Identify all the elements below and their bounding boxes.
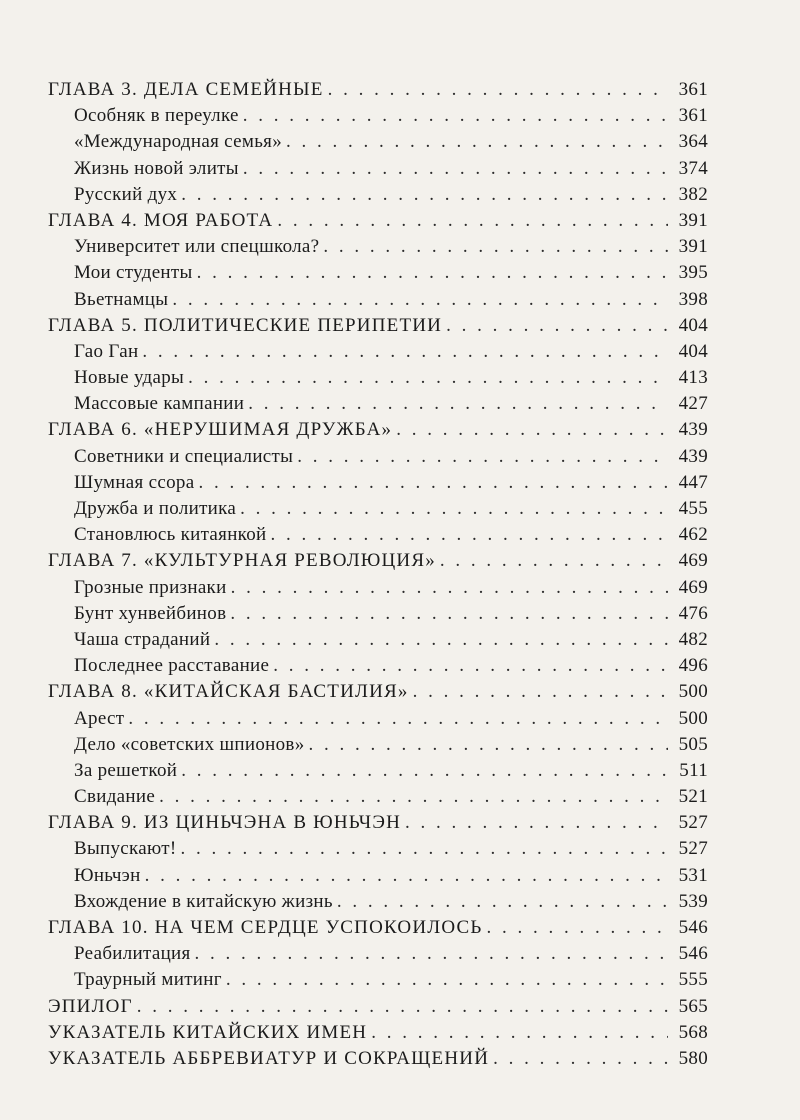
dot-leader <box>446 313 668 339</box>
dot-leader <box>323 234 668 260</box>
dot-leader <box>128 706 668 732</box>
dot-leader <box>198 470 668 496</box>
dot-leader <box>172 287 668 313</box>
toc-section-entry <box>0 732 800 758</box>
dot-leader <box>271 522 668 548</box>
entry-title: «Международная семья» <box>74 131 283 153</box>
dot-leader <box>243 103 668 129</box>
toc-chapter-entry <box>0 548 800 574</box>
page-number: 427 <box>678 393 708 415</box>
entry-title: Чаша страданий <box>74 628 211 650</box>
dot-leader <box>487 915 669 941</box>
page-number: 568 <box>678 1021 708 1043</box>
toc-section-entry <box>0 706 800 732</box>
page-number: 500 <box>678 707 708 729</box>
dot-leader <box>440 548 668 574</box>
toc-section-entry <box>0 365 800 391</box>
page-number: 539 <box>678 890 708 912</box>
toc-section-entry <box>0 470 800 496</box>
toc-section-entry <box>0 129 800 155</box>
dot-leader <box>337 889 668 915</box>
entry-title: Советники и специалисты <box>74 445 294 467</box>
page-number: 361 <box>678 79 708 100</box>
page-number: 439 <box>678 419 708 441</box>
dot-leader <box>142 339 668 365</box>
dot-leader <box>226 967 668 993</box>
dot-leader <box>405 810 668 836</box>
page-number: 391 <box>678 209 708 231</box>
entry-title: Вхождение в китайскую жизнь <box>74 890 333 912</box>
toc-section-entry <box>0 287 800 313</box>
dot-leader <box>328 77 668 103</box>
toc-section-entry <box>0 863 800 889</box>
dot-leader <box>195 941 668 967</box>
page-number: 546 <box>678 943 708 965</box>
toc-section-entry <box>0 653 800 679</box>
toc-section-entry <box>0 836 800 862</box>
page-number: 391 <box>678 236 708 258</box>
dot-leader <box>214 627 668 653</box>
dot-leader <box>243 156 668 182</box>
dot-leader <box>231 575 668 601</box>
dot-leader <box>277 208 668 234</box>
toc-chapter-entry <box>0 417 800 443</box>
entry-title: ГЛАВА 3. ДЕЛА СЕМЕЙНЫЕ <box>48 79 324 100</box>
dot-leader <box>309 732 668 758</box>
toc-section-entry <box>0 260 800 286</box>
entry-title: ГЛАВА 7. «КУЛЬТУРНАЯ РЕВОЛЮЦИЯ» <box>48 550 436 572</box>
entry-title: УКАЗАТЕЛЬ КИТАЙСКИХ ИМЕН <box>48 1021 368 1043</box>
page-number: 439 <box>678 445 708 467</box>
page-number: 469 <box>678 576 708 598</box>
toc-chapter-entry <box>0 915 800 941</box>
dot-leader <box>273 653 668 679</box>
page-number: 413 <box>678 367 708 389</box>
toc-section-entry <box>0 156 800 182</box>
table-of-contents <box>0 77 800 1072</box>
entry-title: Выпускают! <box>74 838 177 860</box>
dot-leader <box>230 601 668 627</box>
toc-chapter-entry <box>0 77 800 103</box>
entry-title: Арест <box>74 707 125 729</box>
entry-title: Особняк в переулке <box>74 105 239 127</box>
toc-section-entry <box>0 103 800 129</box>
entry-title: Дружба и политика <box>74 498 237 519</box>
page-number: 555 <box>678 969 708 991</box>
toc-section-entry <box>0 444 800 470</box>
entry-title: Новые удары <box>74 367 185 389</box>
toc-chapter-entry <box>0 679 800 705</box>
page-number: 505 <box>678 733 708 755</box>
toc-section-entry <box>0 889 800 915</box>
toc-chapter-entry <box>0 208 800 234</box>
entry-title: Русский дух <box>74 183 178 205</box>
page-number: 580 <box>678 1047 708 1069</box>
entry-title: ГЛАВА 8. «КИТАЙСКАЯ БАСТИЛИЯ» <box>48 681 409 703</box>
entry-title: ГЛАВА 6. «НЕРУШИМАЯ ДРУЖБА» <box>48 419 393 441</box>
page-number: 496 <box>678 655 708 677</box>
entry-title: Массовые кампании <box>74 393 245 415</box>
page-number: 482 <box>678 628 708 650</box>
toc-chapter-entry <box>0 1046 800 1072</box>
page-number: 404 <box>678 314 708 336</box>
entry-title: За решеткой <box>74 759 178 781</box>
entry-title: Жизнь новой элиты <box>74 157 239 179</box>
toc-section-entry <box>0 496 800 522</box>
page-number: 447 <box>678 471 708 493</box>
page-number: 382 <box>678 183 708 205</box>
dot-leader <box>413 679 668 705</box>
dot-leader <box>493 1046 668 1072</box>
dot-leader <box>188 365 668 391</box>
toc-chapter-entry <box>0 810 800 836</box>
toc-section-entry <box>0 784 800 810</box>
entry-title: Вьетнамцы <box>74 288 169 310</box>
entry-title: Гао Ган <box>74 340 139 362</box>
dot-leader <box>181 836 669 862</box>
entry-title: ГЛАВА 9. ИЗ ЦИНЬЧЭНА В ЮНЬЧЭН <box>48 812 402 834</box>
entry-title: Шумная ссора <box>74 471 195 493</box>
entry-title: Траурный митинг <box>74 969 222 991</box>
entry-title: Дело «советских шпионов» <box>74 733 305 755</box>
entry-title: ГЛАВА 4. МОЯ РАБОТА <box>48 209 274 231</box>
toc-section-entry <box>0 941 800 967</box>
toc-chapter-entry <box>0 1020 800 1046</box>
toc-section-entry <box>0 339 800 365</box>
entry-title: ЭПИЛОГ <box>48 995 133 1017</box>
page-number: 395 <box>678 262 708 284</box>
dot-leader <box>181 758 668 784</box>
entry-title: Университет или спецшкола? <box>74 236 320 258</box>
page-number: 521 <box>678 786 708 808</box>
page-number: 527 <box>678 838 708 860</box>
page-number: 462 <box>678 524 708 546</box>
dot-leader <box>137 994 668 1020</box>
entry-title: Мои студенты <box>74 262 193 284</box>
dot-leader <box>286 129 668 155</box>
entry-title: ГЛАВА 10. НА ЧЕМ СЕРДЦЕ УСПОКОИЛОСЬ <box>48 917 483 938</box>
dot-leader <box>197 260 668 286</box>
page-number: 546 <box>678 917 708 938</box>
page-number: 500 <box>678 681 708 703</box>
entry-title: Свидание <box>74 786 156 808</box>
toc-section-entry <box>0 391 800 417</box>
page-number: 361 <box>678 105 708 127</box>
toc-section-entry <box>0 522 800 548</box>
page-number: 476 <box>678 602 708 624</box>
entry-title: Бунт хунвейбинов <box>74 602 227 624</box>
toc-section-entry <box>0 182 800 208</box>
page-number: 364 <box>678 131 708 153</box>
dot-leader <box>371 1020 668 1046</box>
page-number: 565 <box>678 995 708 1017</box>
page-number: 527 <box>678 812 708 834</box>
page-number: 469 <box>678 550 708 572</box>
dot-leader <box>240 496 668 522</box>
entry-title: Грозные признаки <box>74 576 227 598</box>
dot-leader <box>248 391 668 417</box>
entry-title: Реабилитация <box>74 943 191 965</box>
page-number: 404 <box>678 340 708 362</box>
toc-section-entry <box>0 758 800 784</box>
dot-leader <box>159 784 668 810</box>
entry-title: Юньчэн <box>74 864 141 886</box>
toc-section-entry <box>0 234 800 260</box>
entry-title: Последнее расставание <box>74 655 270 677</box>
toc-section-entry <box>0 601 800 627</box>
page-number: 531 <box>678 864 708 886</box>
page-number: 374 <box>678 157 708 179</box>
dot-leader <box>145 863 668 889</box>
dot-leader <box>181 182 668 208</box>
toc-section-entry <box>0 627 800 653</box>
entry-title: Становлюсь китаянкой <box>74 524 267 546</box>
page-number: 511 <box>679 759 708 781</box>
dot-leader <box>297 444 668 470</box>
toc-chapter-entry <box>0 313 800 339</box>
toc-chapter-entry <box>0 994 800 1020</box>
toc-section-entry <box>0 575 800 601</box>
page-number: 398 <box>678 288 708 310</box>
page-number: 455 <box>678 498 708 519</box>
entry-title: УКАЗАТЕЛЬ АББРЕВИАТУР И СОКРАЩЕНИЙ <box>48 1047 490 1069</box>
toc-section-entry <box>0 967 800 993</box>
entry-title: ГЛАВА 5. ПОЛИТИЧЕСКИЕ ПЕРИПЕТИИ <box>48 314 443 336</box>
dot-leader <box>396 417 668 443</box>
